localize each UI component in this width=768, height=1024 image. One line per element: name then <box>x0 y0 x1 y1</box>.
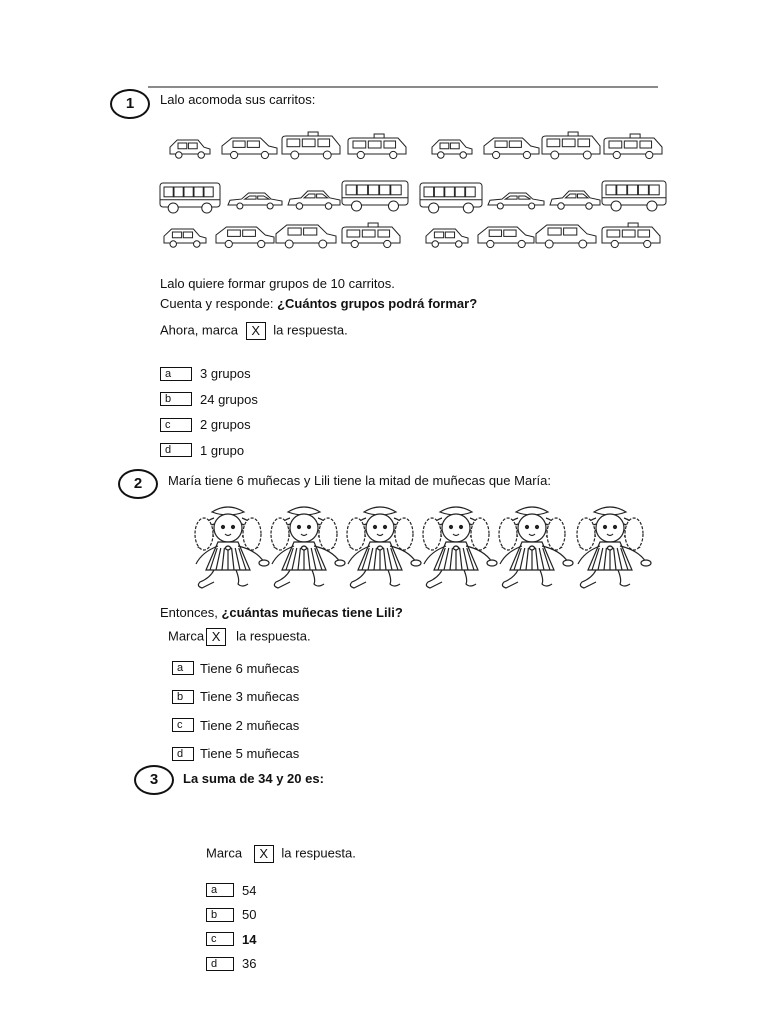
option-letter-box[interactable]: d <box>172 747 194 761</box>
question-2-bold: ¿cuántas muñecas tiene Lili? <box>221 605 403 620</box>
rag-doll-icon <box>271 507 345 588</box>
question-1-number: 1 <box>110 89 150 119</box>
question-2-number: 2 <box>118 469 158 499</box>
option-letter-box[interactable]: a <box>172 661 194 675</box>
option-a[interactable] <box>206 878 256 903</box>
mark-prefix: Ahora, marca <box>160 322 239 338</box>
mark-prefix: Marca <box>206 845 243 861</box>
option-letter-box[interactable]: c <box>172 718 194 732</box>
option-text: Tiene 6 muñecas <box>200 660 300 676</box>
option-a[interactable] <box>172 654 299 683</box>
question-2-options <box>172 654 299 768</box>
option-d[interactable] <box>172 740 299 769</box>
question-1-line-1: Lalo quiere formar grupos de 10 carritos. <box>160 276 395 291</box>
question-2-question <box>160 605 403 620</box>
mark-suffix: la respuesta. <box>281 845 356 861</box>
question-2-mark-instruction <box>168 628 311 646</box>
option-text: 14 <box>242 931 257 947</box>
option-b[interactable] <box>206 903 256 928</box>
option-text: 54 <box>242 882 257 898</box>
x-mark-box: X <box>206 628 226 646</box>
option-text: 2 grupos <box>200 417 251 433</box>
mark-prefix: Marca <box>168 628 205 644</box>
question-3-intro: La suma de 34 y 20 es: <box>183 771 324 786</box>
mark-suffix: la respuesta. <box>236 628 311 644</box>
x-mark-box: X <box>254 845 274 863</box>
option-letter-box[interactable]: d <box>206 957 234 971</box>
option-d[interactable] <box>206 952 256 977</box>
rag-doll-icon <box>347 507 421 588</box>
option-letter-box[interactable]: b <box>160 392 192 406</box>
option-text: 3 grupos <box>200 366 251 382</box>
x-mark-box: X <box>246 322 266 340</box>
question-3-number: 3 <box>134 765 174 795</box>
option-letter-box[interactable]: c <box>206 932 234 946</box>
rag-doll-icon <box>195 507 269 588</box>
question-2-intro: María tiene 6 muñecas y Lili tiene la mitad de muñecas que María: <box>168 473 551 488</box>
option-text: Tiene 3 muñecas <box>200 689 300 705</box>
option-letter-box[interactable]: a <box>206 883 234 897</box>
rag-doll-icon <box>499 507 573 588</box>
option-letter-box[interactable]: b <box>206 908 234 922</box>
option-text: Tiene 2 muñecas <box>200 717 300 733</box>
mark-suffix: la respuesta. <box>273 322 348 338</box>
option-letter-box[interactable]: a <box>160 367 192 381</box>
option-text: 24 grupos <box>200 391 258 407</box>
option-b[interactable] <box>172 683 299 712</box>
question-3-mark-instruction <box>206 845 356 863</box>
rag-doll-icon <box>577 507 651 588</box>
option-letter-box[interactable]: c <box>160 418 192 432</box>
option-letter-box[interactable]: d <box>160 443 192 457</box>
question-1-line-2-prefix: Cuenta y responde: <box>160 296 278 311</box>
rag-doll-icon <box>423 507 497 588</box>
question-1-intro: Lalo acomoda sus carritos: <box>160 92 316 107</box>
question-2-prefix: Entonces, <box>160 605 222 620</box>
option-text: Tiene 5 muñecas <box>200 746 300 762</box>
question-3-options <box>206 878 256 976</box>
option-text: 36 <box>242 956 257 972</box>
option-text: 50 <box>242 907 257 923</box>
option-c[interactable] <box>206 927 256 952</box>
question-1-question: ¿Cuántos grupos podrá formar? <box>277 296 478 311</box>
option-letter-box[interactable]: b <box>172 690 194 704</box>
option-c[interactable] <box>172 711 299 740</box>
option-text: 1 grupo <box>200 442 245 458</box>
